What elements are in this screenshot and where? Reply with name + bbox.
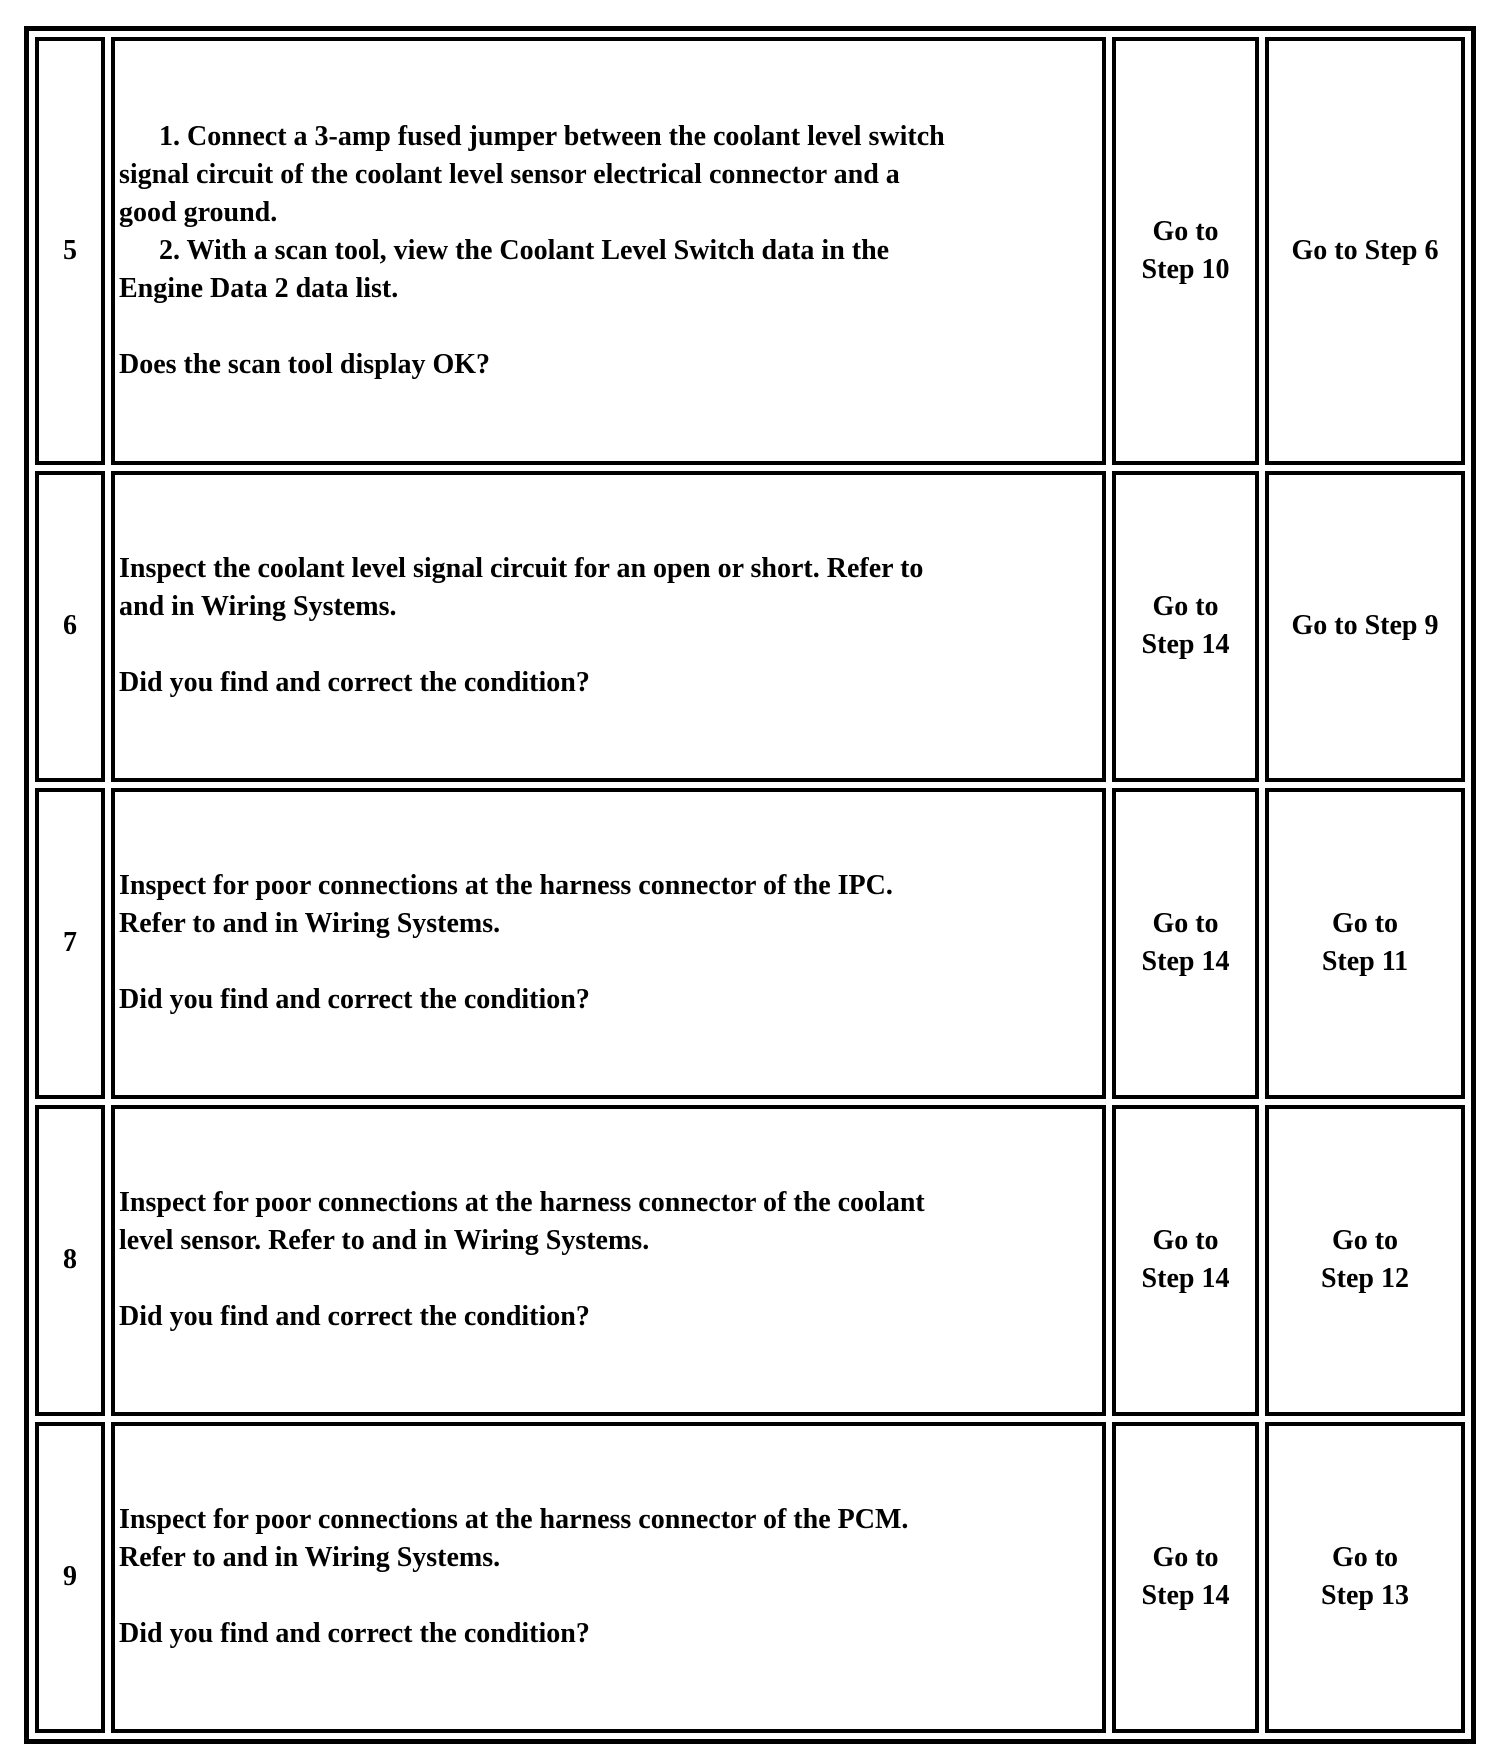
step-question: Did you find and correct the condition? (119, 1618, 590, 1650)
step-action (111, 788, 1106, 1099)
step-question: Did you find and correct the condition? (119, 667, 590, 699)
diagnostic-steps-table (29, 31, 1471, 1739)
yes-result: Go to Step 14 (1112, 788, 1259, 1099)
action-line: level sensor. Refer to and in Wiring Systems. (119, 1225, 650, 1257)
no-result: Go to Step 11 (1265, 788, 1465, 1099)
yes-result: Go to Step 10 (1112, 37, 1259, 465)
action-line: good ground. (119, 196, 278, 228)
step-action (111, 1422, 1106, 1733)
line-spacer (119, 626, 1098, 664)
no-result: Go to Step 13 (1265, 1422, 1465, 1733)
step-action (111, 1105, 1106, 1416)
step-question: Did you find and correct the condition? (119, 1301, 590, 1333)
action-line: Inspect the coolant level signal circuit for an open or short. Refer to (119, 553, 924, 585)
yes-result: Go to Step 14 (1112, 1105, 1259, 1416)
yes-result: Go to Step 14 (1112, 471, 1259, 782)
step-action (111, 471, 1106, 782)
line-spacer (119, 1260, 1098, 1298)
action-line: Refer to and in Wiring Systems. (119, 908, 501, 940)
line-spacer (119, 1577, 1098, 1615)
table-row (35, 471, 1465, 782)
yes-result: Go to Step 14 (1112, 1422, 1259, 1733)
table-body (35, 37, 1465, 1733)
step-action (111, 37, 1106, 465)
step-number: 5 (35, 37, 105, 465)
table-row (35, 37, 1465, 465)
action-line: 1. Connect a 3-amp fused jumper between the coolant level switch (159, 120, 945, 152)
action-line: 2. With a scan tool, view the Coolant Level Switch data in the (159, 234, 890, 266)
line-spacer (119, 308, 1098, 346)
step-number: 6 (35, 471, 105, 782)
line-spacer (119, 943, 1098, 981)
action-line: Engine Data 2 data list. (119, 272, 399, 304)
step-number: 8 (35, 1105, 105, 1416)
action-line: Refer to and in Wiring Systems. (119, 1542, 501, 1574)
table-row (35, 1422, 1465, 1733)
table-row (35, 1105, 1465, 1416)
action-line: Inspect for poor connections at the harness connector of the PCM. (119, 1504, 909, 1536)
action-line: signal circuit of the coolant level sensor electrical connector and a (119, 158, 900, 190)
action-line: Inspect for poor connections at the harness connector of the coolant (119, 1187, 925, 1219)
action-line: Inspect for poor connections at the harness connector of the IPC. (119, 870, 893, 902)
table-row (35, 788, 1465, 1099)
no-result: Go to Step 9 (1265, 471, 1465, 782)
step-question: Did you find and correct the condition? (119, 984, 590, 1016)
step-question: Does the scan tool display OK? (119, 348, 491, 380)
action-line: and in Wiring Systems. (119, 591, 397, 623)
no-result: Go to Step 6 (1265, 37, 1465, 465)
no-result: Go to Step 12 (1265, 1105, 1465, 1416)
step-number: 9 (35, 1422, 105, 1733)
step-number: 7 (35, 788, 105, 1099)
